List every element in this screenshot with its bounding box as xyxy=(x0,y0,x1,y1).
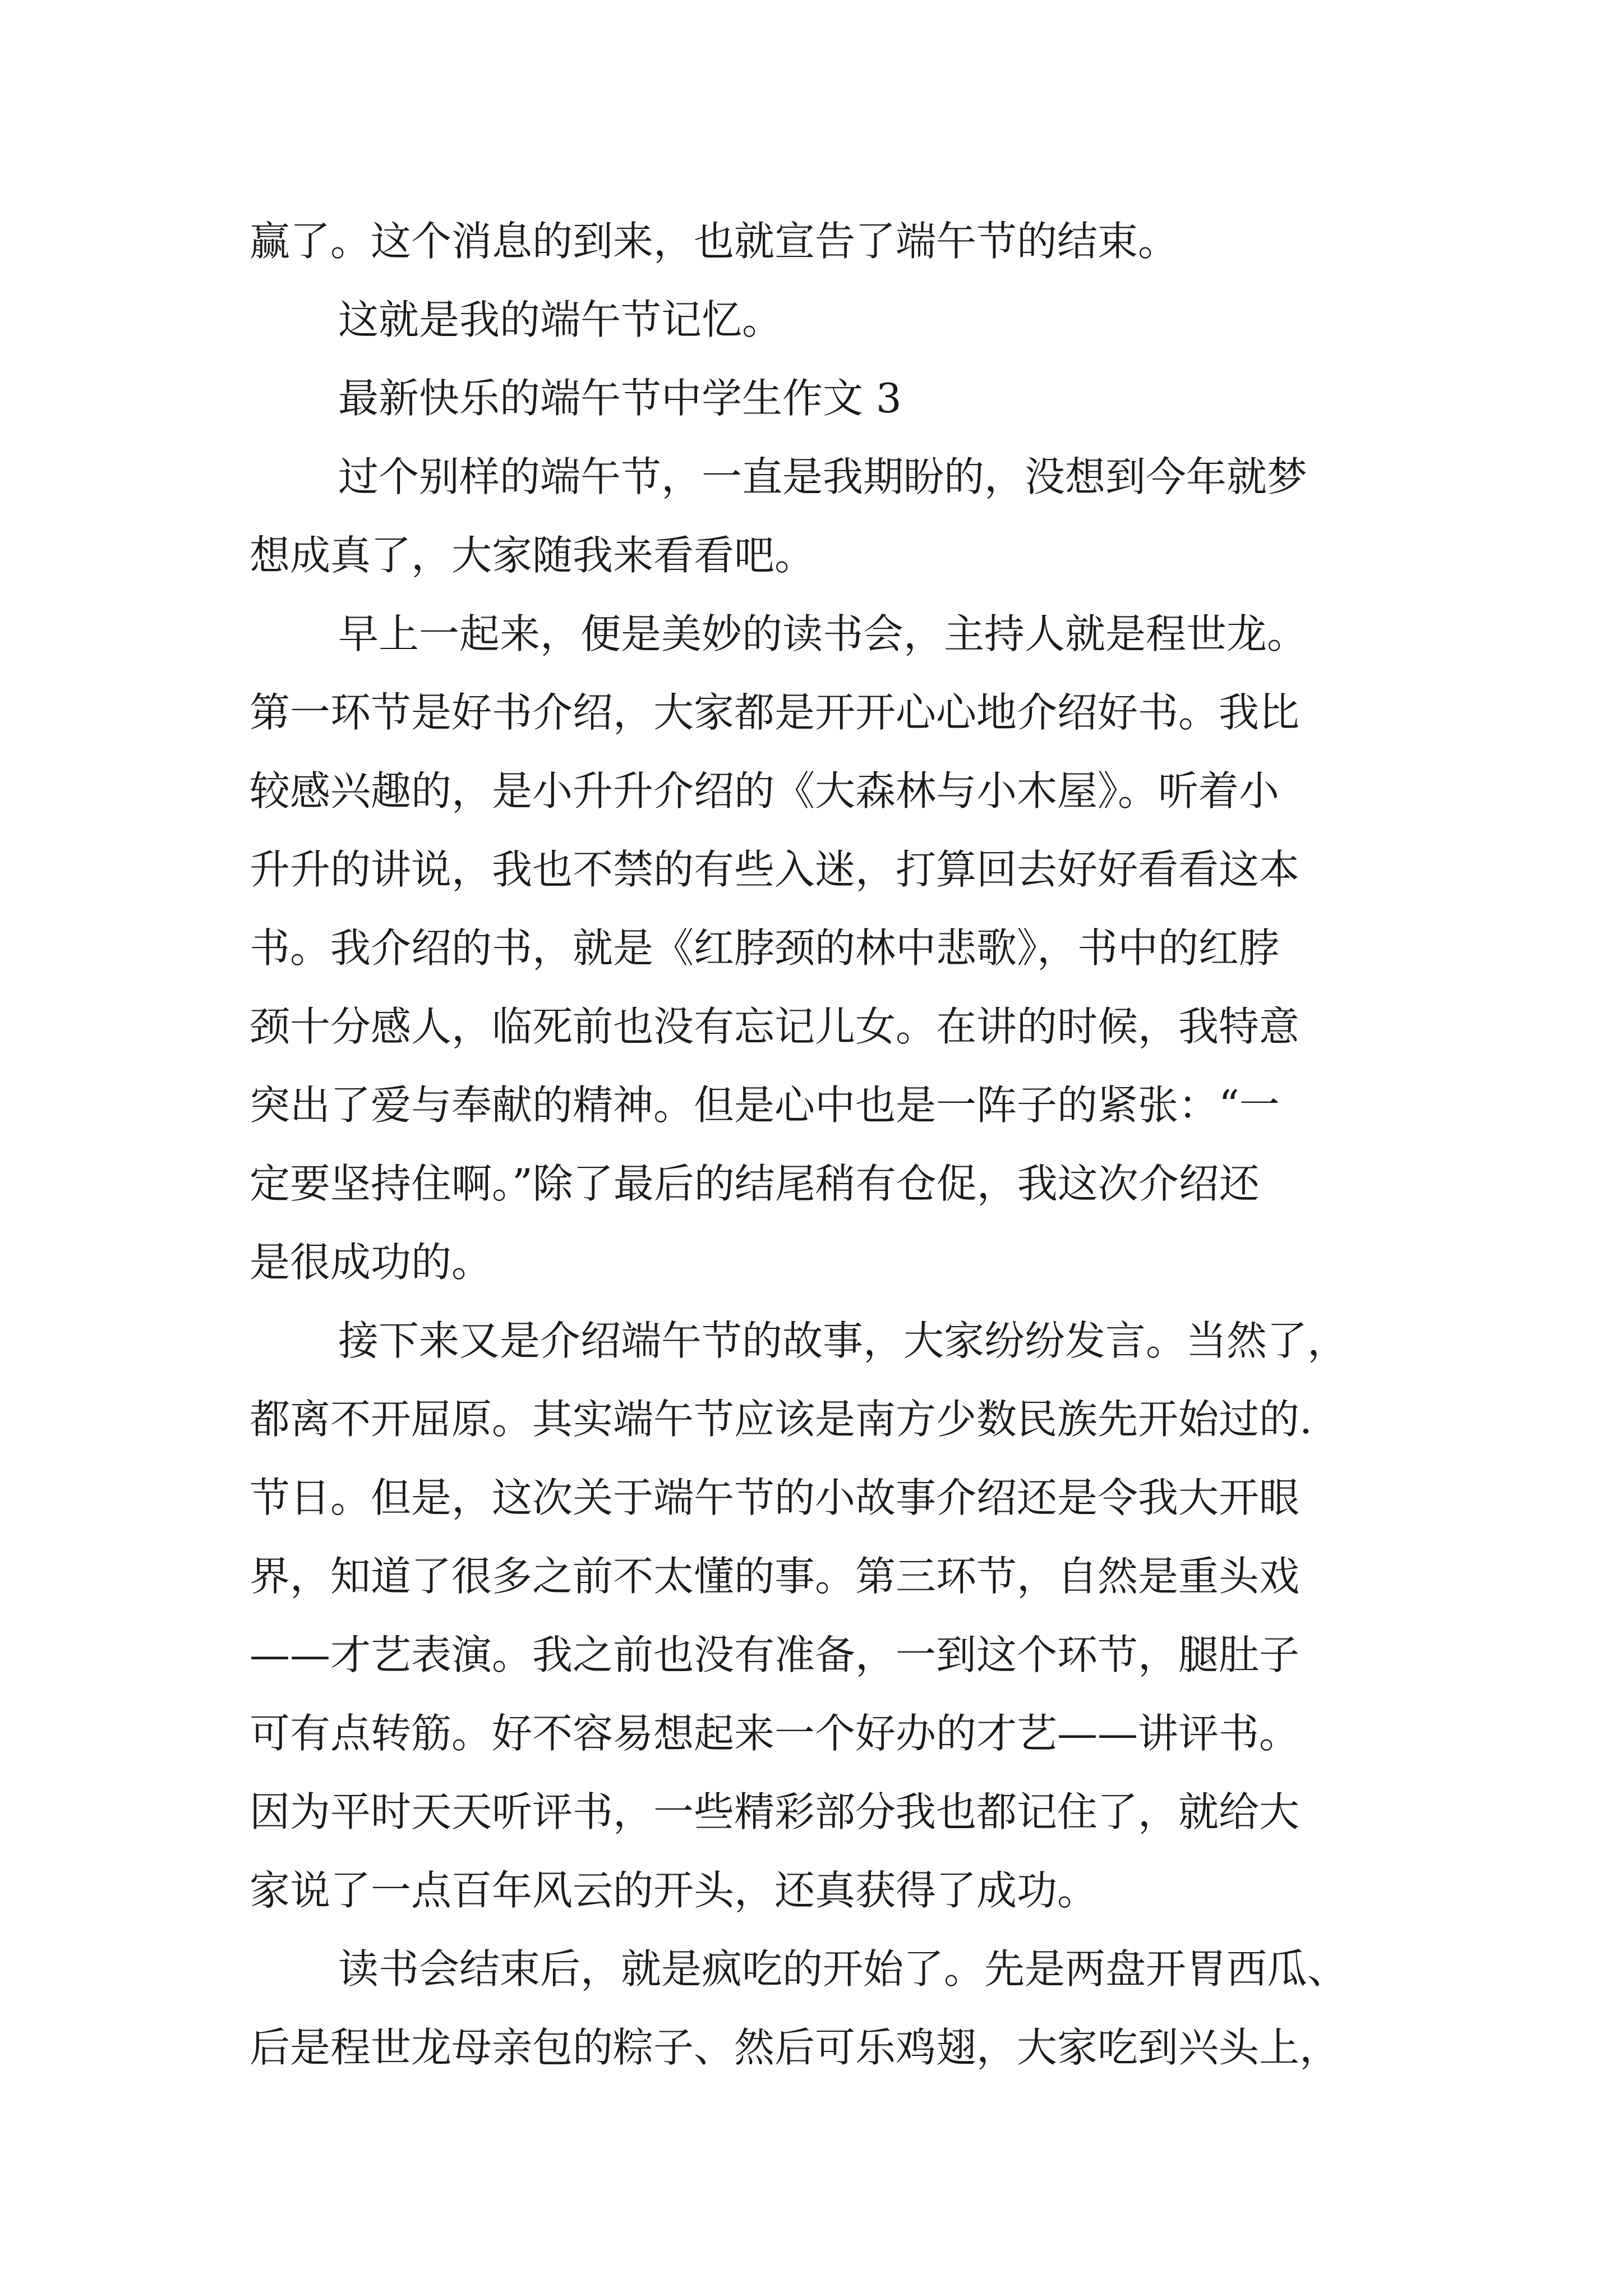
text-line-18: ——才艺表演。我之前也没有准备，一到这个环节，腿肚子 xyxy=(250,1631,1300,1678)
text-line-7: 较感兴趣的，是小升升介绍的《大森林与小木屋》。听着小 xyxy=(250,767,1280,815)
text-line-11: 突出了爱与奉献的精神。但是心中也是一阵子的紧张：“一 xyxy=(250,1082,1280,1129)
text-line-13: 是很成功的。 xyxy=(250,1239,492,1286)
text-line-15: 都离不开屈原。其实端午节应该是南方少数民族先开始过的. xyxy=(250,1396,1312,1443)
text-line-12: 定要坚持住啊。”除了最后的结尾稍有仓促，我这次介绍还 xyxy=(250,1160,1260,1207)
text-line-4: 想成真了，大家随我来看看吧。 xyxy=(250,532,815,579)
section-heading: 最新快乐的端午节中学生作文 3 xyxy=(338,375,902,422)
text-line-21: 家说了一点百年风云的开头，还真获得了成功。 xyxy=(250,1867,1098,1914)
text-line-14: 接下来又是介绍端午节的故事，大家纷纷发言。当然了， xyxy=(338,1317,1348,1364)
text-line-17: 界，知道了很多之前不太懂的事。第三环节，自然是重头戏 xyxy=(250,1553,1300,1600)
text-line-10: 颈十分感人，临死前也没有忘记儿女。在讲的时候，我特意 xyxy=(250,1003,1300,1050)
body-text xyxy=(250,202,1385,2087)
text-line-1: 这就是我的端午节记忆。 xyxy=(338,296,783,343)
text-line-23: 后是程世龙母亲包的粽子、然后可乐鸡翅，大家吃到兴头上， xyxy=(250,2024,1340,2071)
text-line-9: 书。我介绍的书，就是《红脖颈的林中悲歌》，书中的红脖 xyxy=(250,924,1280,972)
text-line-5: 早上一起来，便是美妙的读书会，主持人就是程世龙。 xyxy=(338,610,1308,657)
text-line-16: 节日。但是，这次关于端午节的小故事介绍还是令我大开眼 xyxy=(250,1474,1300,1521)
text-line-3: 过个别样的端午节，一直是我期盼的，没想到今年就梦 xyxy=(338,453,1308,500)
text-line-6: 第一环节是好书介绍，大家都是开开心心地介绍好书。我比 xyxy=(250,689,1300,736)
text-line-0: 赢了。这个消息的到来，也就宣告了端午节的结束。 xyxy=(250,218,1179,265)
text-line-8: 升升的讲说，我也不禁的有些入迷，打算回去好好看看这本 xyxy=(250,846,1300,893)
text-line-20: 因为平时天天听评书，一些精彩部分我也都记住了，就给大 xyxy=(250,1788,1300,1835)
text-line-19: 可有点转筋。好不容易想起来一个好办的才艺——讲评书。 xyxy=(250,1710,1300,1757)
text-line-22: 读书会结束后，就是疯吃的开始了。先是两盘开胃西瓜、 xyxy=(338,1945,1348,1993)
